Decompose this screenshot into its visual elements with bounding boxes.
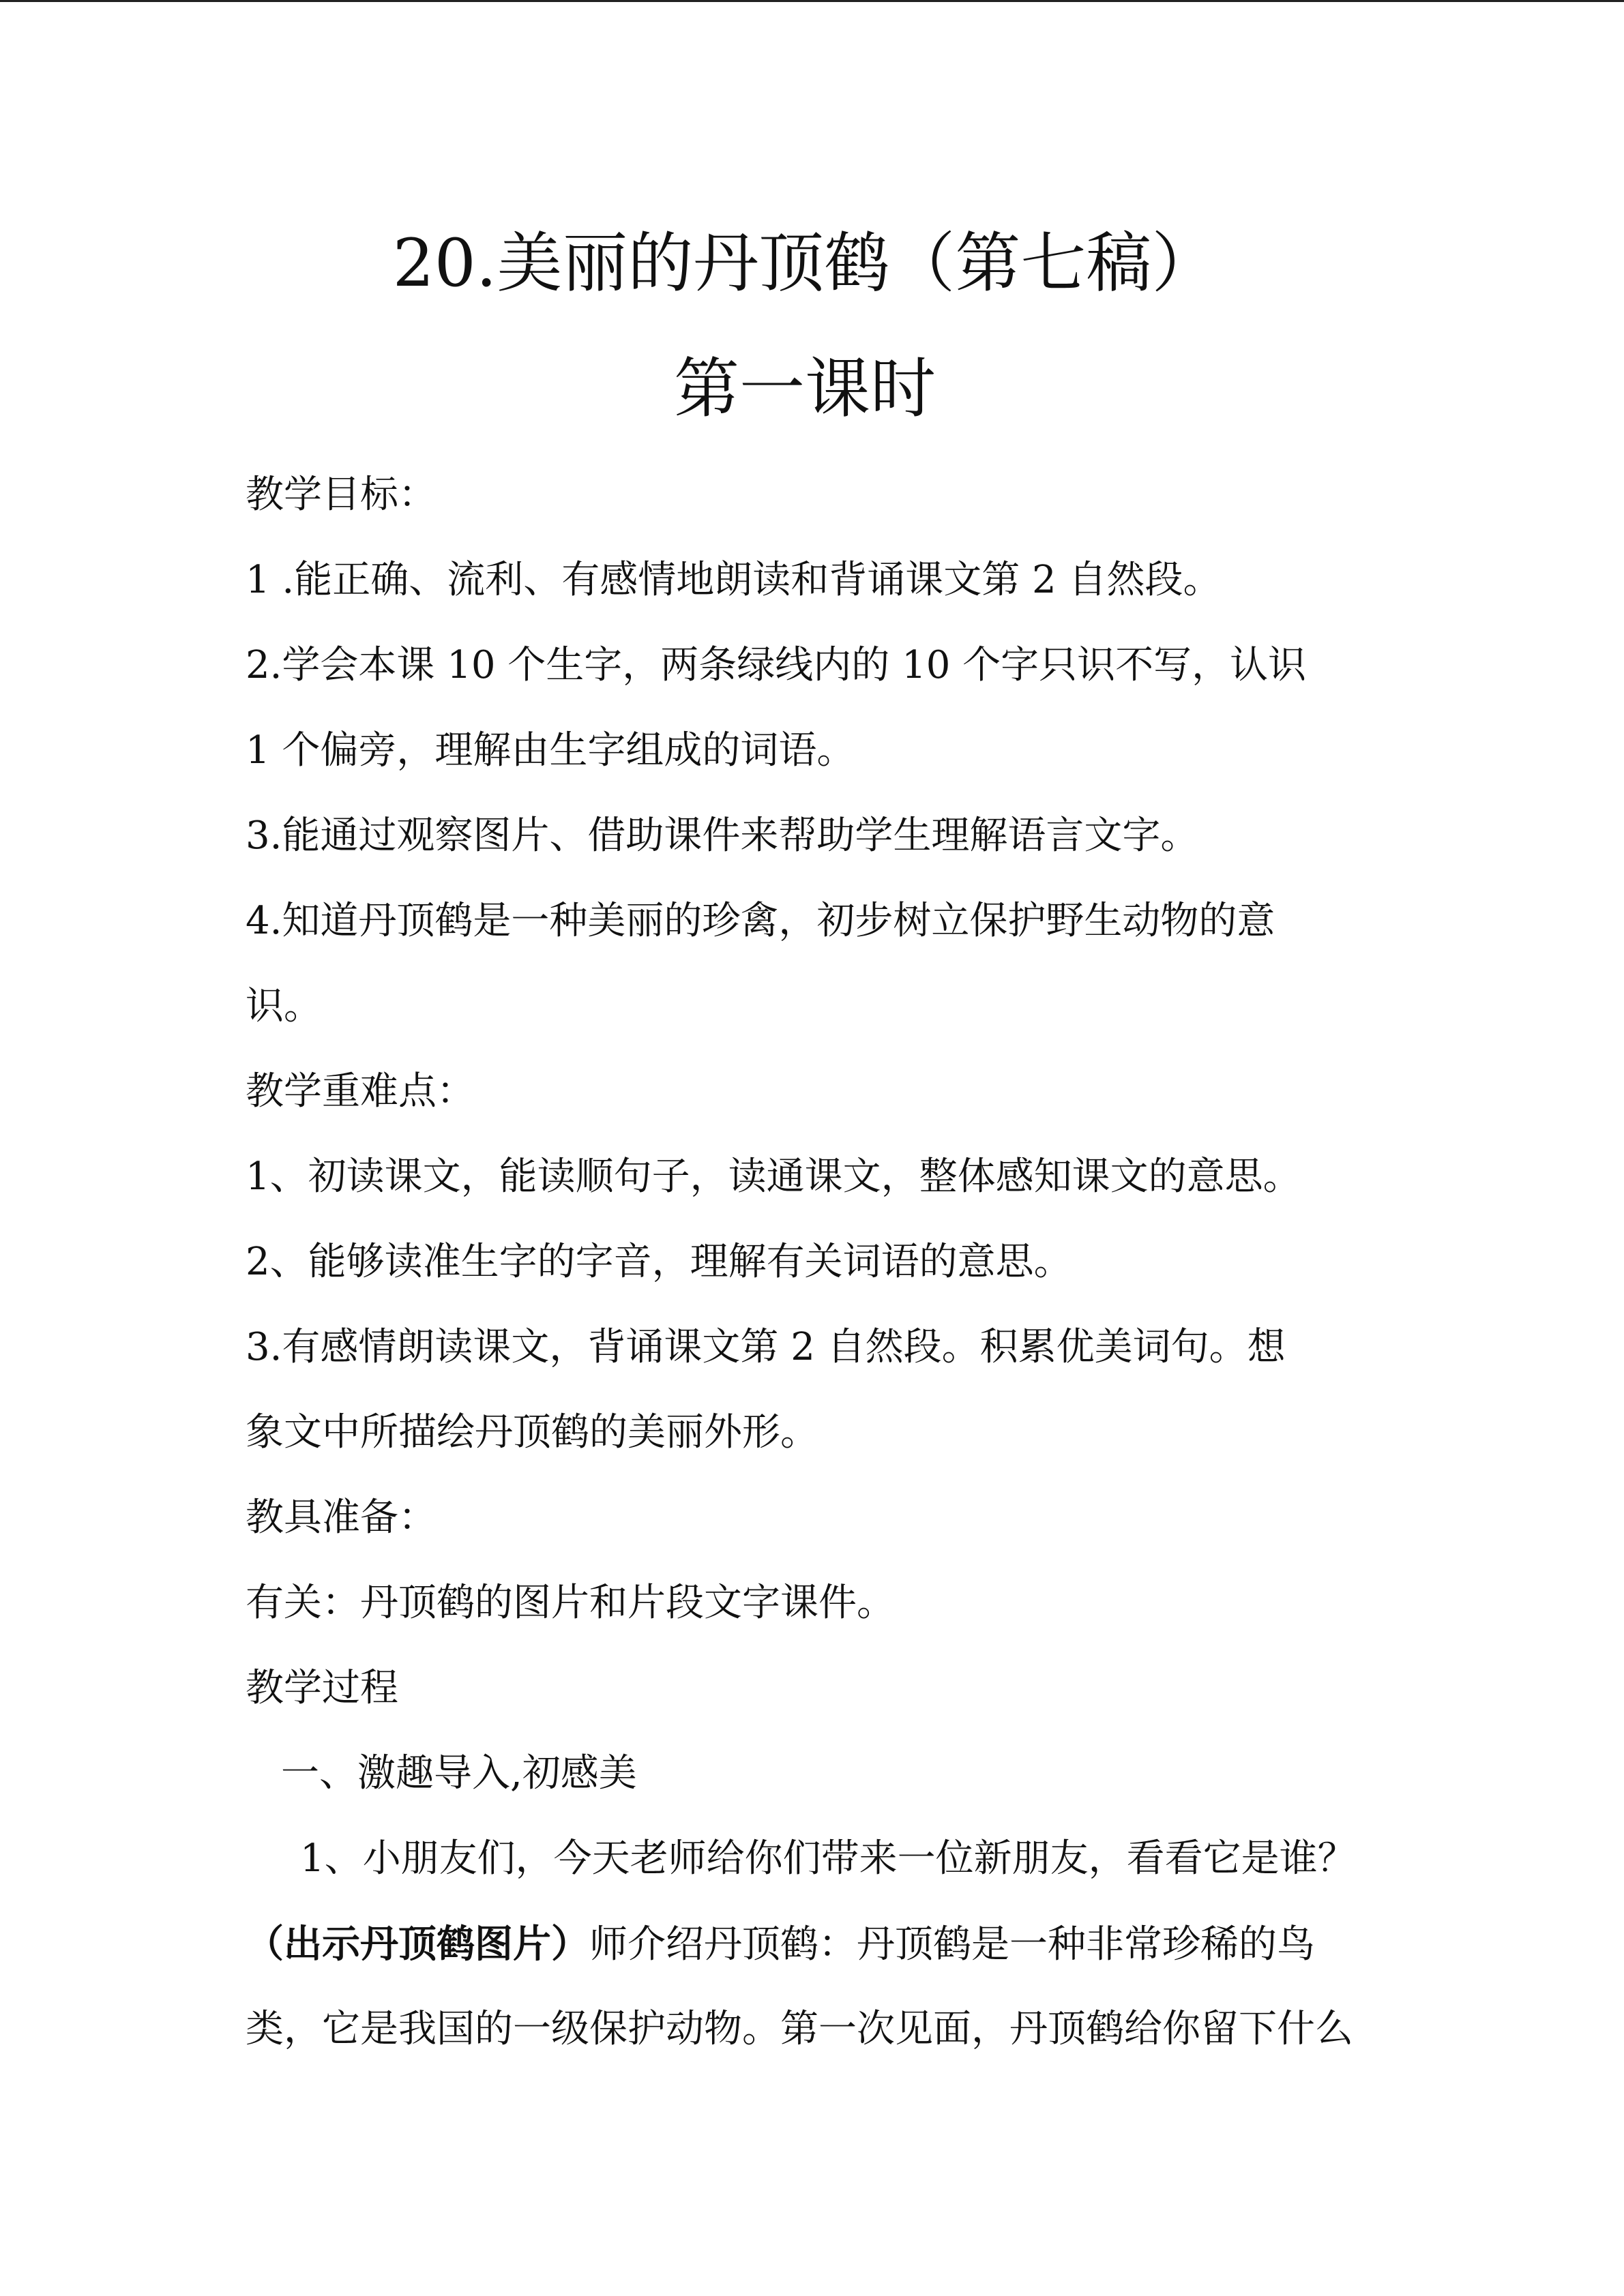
process-paragraph-line-2-text: 师介绍丹顶鹤：丹顶鹤是一种非常珍稀的鸟	[589, 1922, 1315, 1967]
materials-text: 有关：丹顶鹤的图片和片段文字课件。	[246, 1581, 895, 1625]
key-point-3-line-1: 3.有感情朗读课文，背诵课文第 2 自然段。积累优美词句。想	[246, 1325, 1286, 1369]
process-paragraph-line-2	[246, 1920, 1315, 1969]
document-subtitle: 第一课时	[674, 351, 936, 427]
objective-3: 3.能通过观察图片、借助课件来帮助学生理解语言文字。	[246, 814, 1199, 858]
document-title: 20.美丽的丹顶鹤（第七稿）	[392, 225, 1217, 301]
objective-1: 1 .能正确、流利、有感情地朗读和背诵课文第 2 自然段。	[246, 558, 1222, 602]
objective-2-line-1: 2.学会本课 10 个生字，两条绿线内的 10 个字只识不写，认识	[246, 643, 1307, 687]
objective-2-line-2: 1 个偏旁，理解由生字组成的词语。	[246, 728, 855, 773]
process-paragraph-line-1: 1、小朋友们，今天老师给你们带来一位新朋友，看看它是谁？	[300, 1836, 1356, 1881]
section-heading-objectives: 教学目标：	[246, 473, 437, 517]
process-paragraph-line-3: 类，它是我国的一级保护动物。第一次见面，丹顶鹤给你留下什么	[246, 2007, 1353, 2051]
section-heading-key-points: 教学重难点：	[246, 1069, 475, 1114]
section-heading-materials: 教具准备：	[246, 1495, 437, 1540]
key-point-3-line-2: 象文中所描绘丹顶鹤的美丽外形。	[246, 1410, 818, 1455]
key-point-1: 1、初读课文，能读顺句子，读通课文，整体感知课文的意思。	[246, 1154, 1301, 1199]
bold-phrase-show-picture: （出示丹顶鹤图片）	[246, 1922, 589, 1967]
objective-4-line-2: 识。	[246, 984, 322, 1028]
process-step-1-heading: 一、激趣导入,初感美	[281, 1751, 637, 1795]
section-heading-process: 教学过程	[246, 1666, 398, 1710]
key-point-2: 2、能够读准生字的字音，理解有关词语的意思。	[246, 1240, 1072, 1284]
top-border-line	[0, 0, 1624, 2]
objective-4-line-1: 4.知道丹顶鹤是一种美丽的珍禽，初步树立保护野生动物的意	[246, 899, 1275, 943]
